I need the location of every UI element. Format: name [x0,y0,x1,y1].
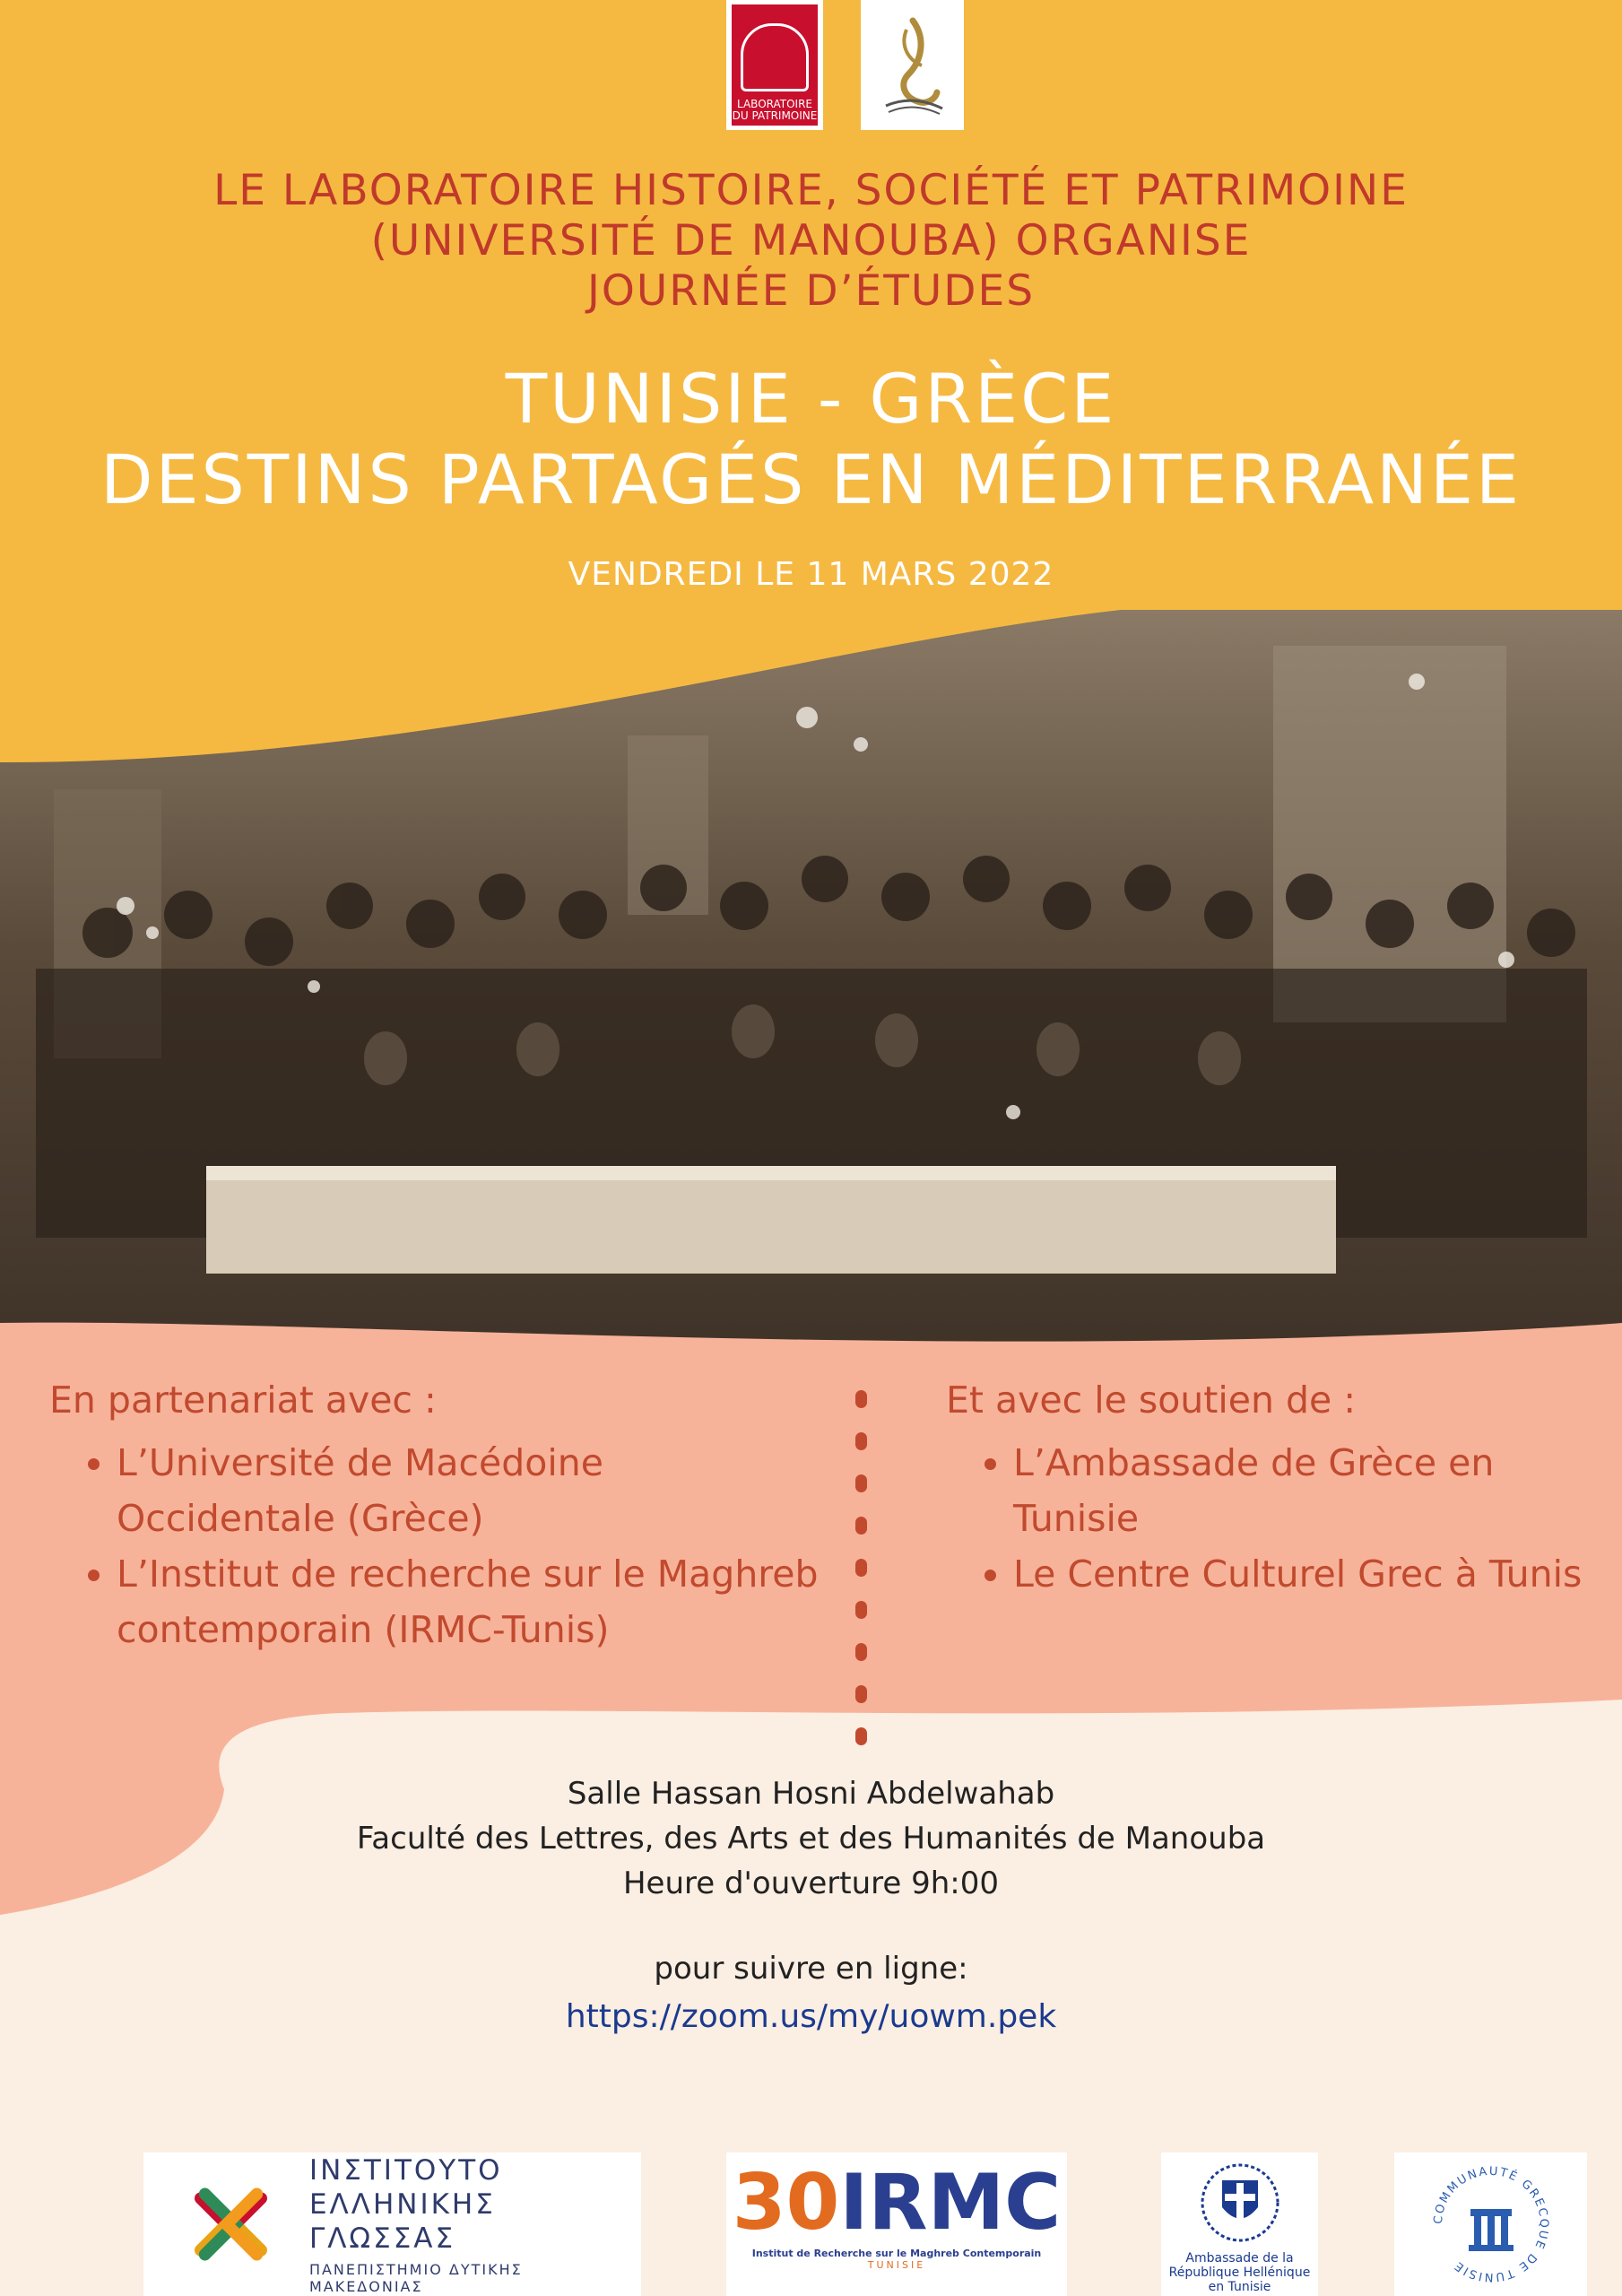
event-title-line-1: TUNISIE - GRÈCE [505,359,1117,439]
irmc-logo [726,2152,1067,2296]
venue-info [0,1771,1622,1906]
support-list [946,1435,1592,1602]
partners-heading: En partenariat avec : [49,1378,437,1422]
partner-item: • L’Institut de recherche sur le Maghreb contemporain (IRMC-Tunis) [117,1546,829,1657]
organizer-heading [0,166,1622,317]
irmc-name: IRMC [839,2158,1062,2248]
online-label: pour suivre en ligne: [654,1951,968,1987]
calligraphy-emblem-icon [872,12,953,119]
zoom-link[interactable]: https://zoom.us/my/uowm.pek [565,1998,1057,2035]
irmc-anniversary: 30 [732,2158,840,2248]
ieg-line-1: ΙΝΣΤΙΤΟΥΤΟ [308,2154,503,2187]
support-item: • Le Centre Culturel Grec à Tunis [1013,1546,1592,1602]
laboratoire-patrimoine-logo [726,0,823,130]
ieg-line-2: ΕΛΛΗΝΙΚΗΣ ΓΛΩΣΣΑΣ [308,2188,496,2255]
ieg-line-3: ΠΑΝΕΠΙΣΤΗΜΙΟ ΔΥΤΙΚΗΣ ΜΑΚΕΔΟΝΙΑΣ [308,2261,523,2295]
laboratoire-logo-text: LABORATOIRE DU PATRIMOINE [732,98,818,122]
partners-column [49,1372,829,1657]
irmc-subtitle: Institut de Recherche sur le Maghreb Contemporain [751,2248,1042,2259]
support-item: • L’Ambassade de Grèce en Tunisie [1013,1435,1592,1546]
historic-group-photo [0,610,1622,1363]
organizer-line-1: LE LABORATOIRE HISTOIRE, SOCIÉTÉ ET PATRIMOINE [213,166,1409,215]
embassy-caption: Ambassade de la République Hellénique en Tunisie [1168,2251,1311,2294]
partners-section [0,1327,1622,1794]
event-title-line-2: DESTINS PARTAGÉS EN MÉDITERRANÉE [100,439,1522,519]
support-heading: Et avec le soutien de : [946,1378,1357,1422]
university-manouba-logo [861,0,964,130]
venue-faculty: Faculté des Lettres, des Arts et des Humanités de Manouba [356,1821,1266,1857]
event-title [0,359,1622,520]
partners-list [49,1435,829,1657]
venue-opening-time: Heure d'ouverture 9h:00 [622,1866,1000,1901]
support-column [946,1372,1592,1602]
institute-greek-language-logo [143,2152,641,2296]
knot-emblem-icon [170,2161,291,2287]
organizer-line-3: JOURNÉE D’ÉTUDES [586,266,1036,316]
irmc-country: TUNISIE [867,2259,926,2271]
greek-coat-of-arms-icon [1200,2158,1280,2248]
greek-community-tunisia-logo [1394,2152,1587,2296]
greek-embassy-logo [1161,2152,1318,2296]
event-date: VENDREDI LE 11 MARS 2022 [568,556,1054,593]
dotted-divider [855,1390,868,1770]
venue-room: Salle Hassan Hosni Abdelwahab [567,1776,1055,1812]
partner-item: • L’Université de Macédoine Occidentale (Grèce) [117,1435,829,1546]
arch-icon [741,23,809,91]
organizer-line-2: (UNIVERSITÉ DE MANOUBA) ORGANISE [370,216,1252,265]
column-emblem-icon [1424,2157,1558,2292]
community-ring-text: COMMUNAUTÉ GRECQUE DE TUNISIE [1431,2164,1550,2284]
